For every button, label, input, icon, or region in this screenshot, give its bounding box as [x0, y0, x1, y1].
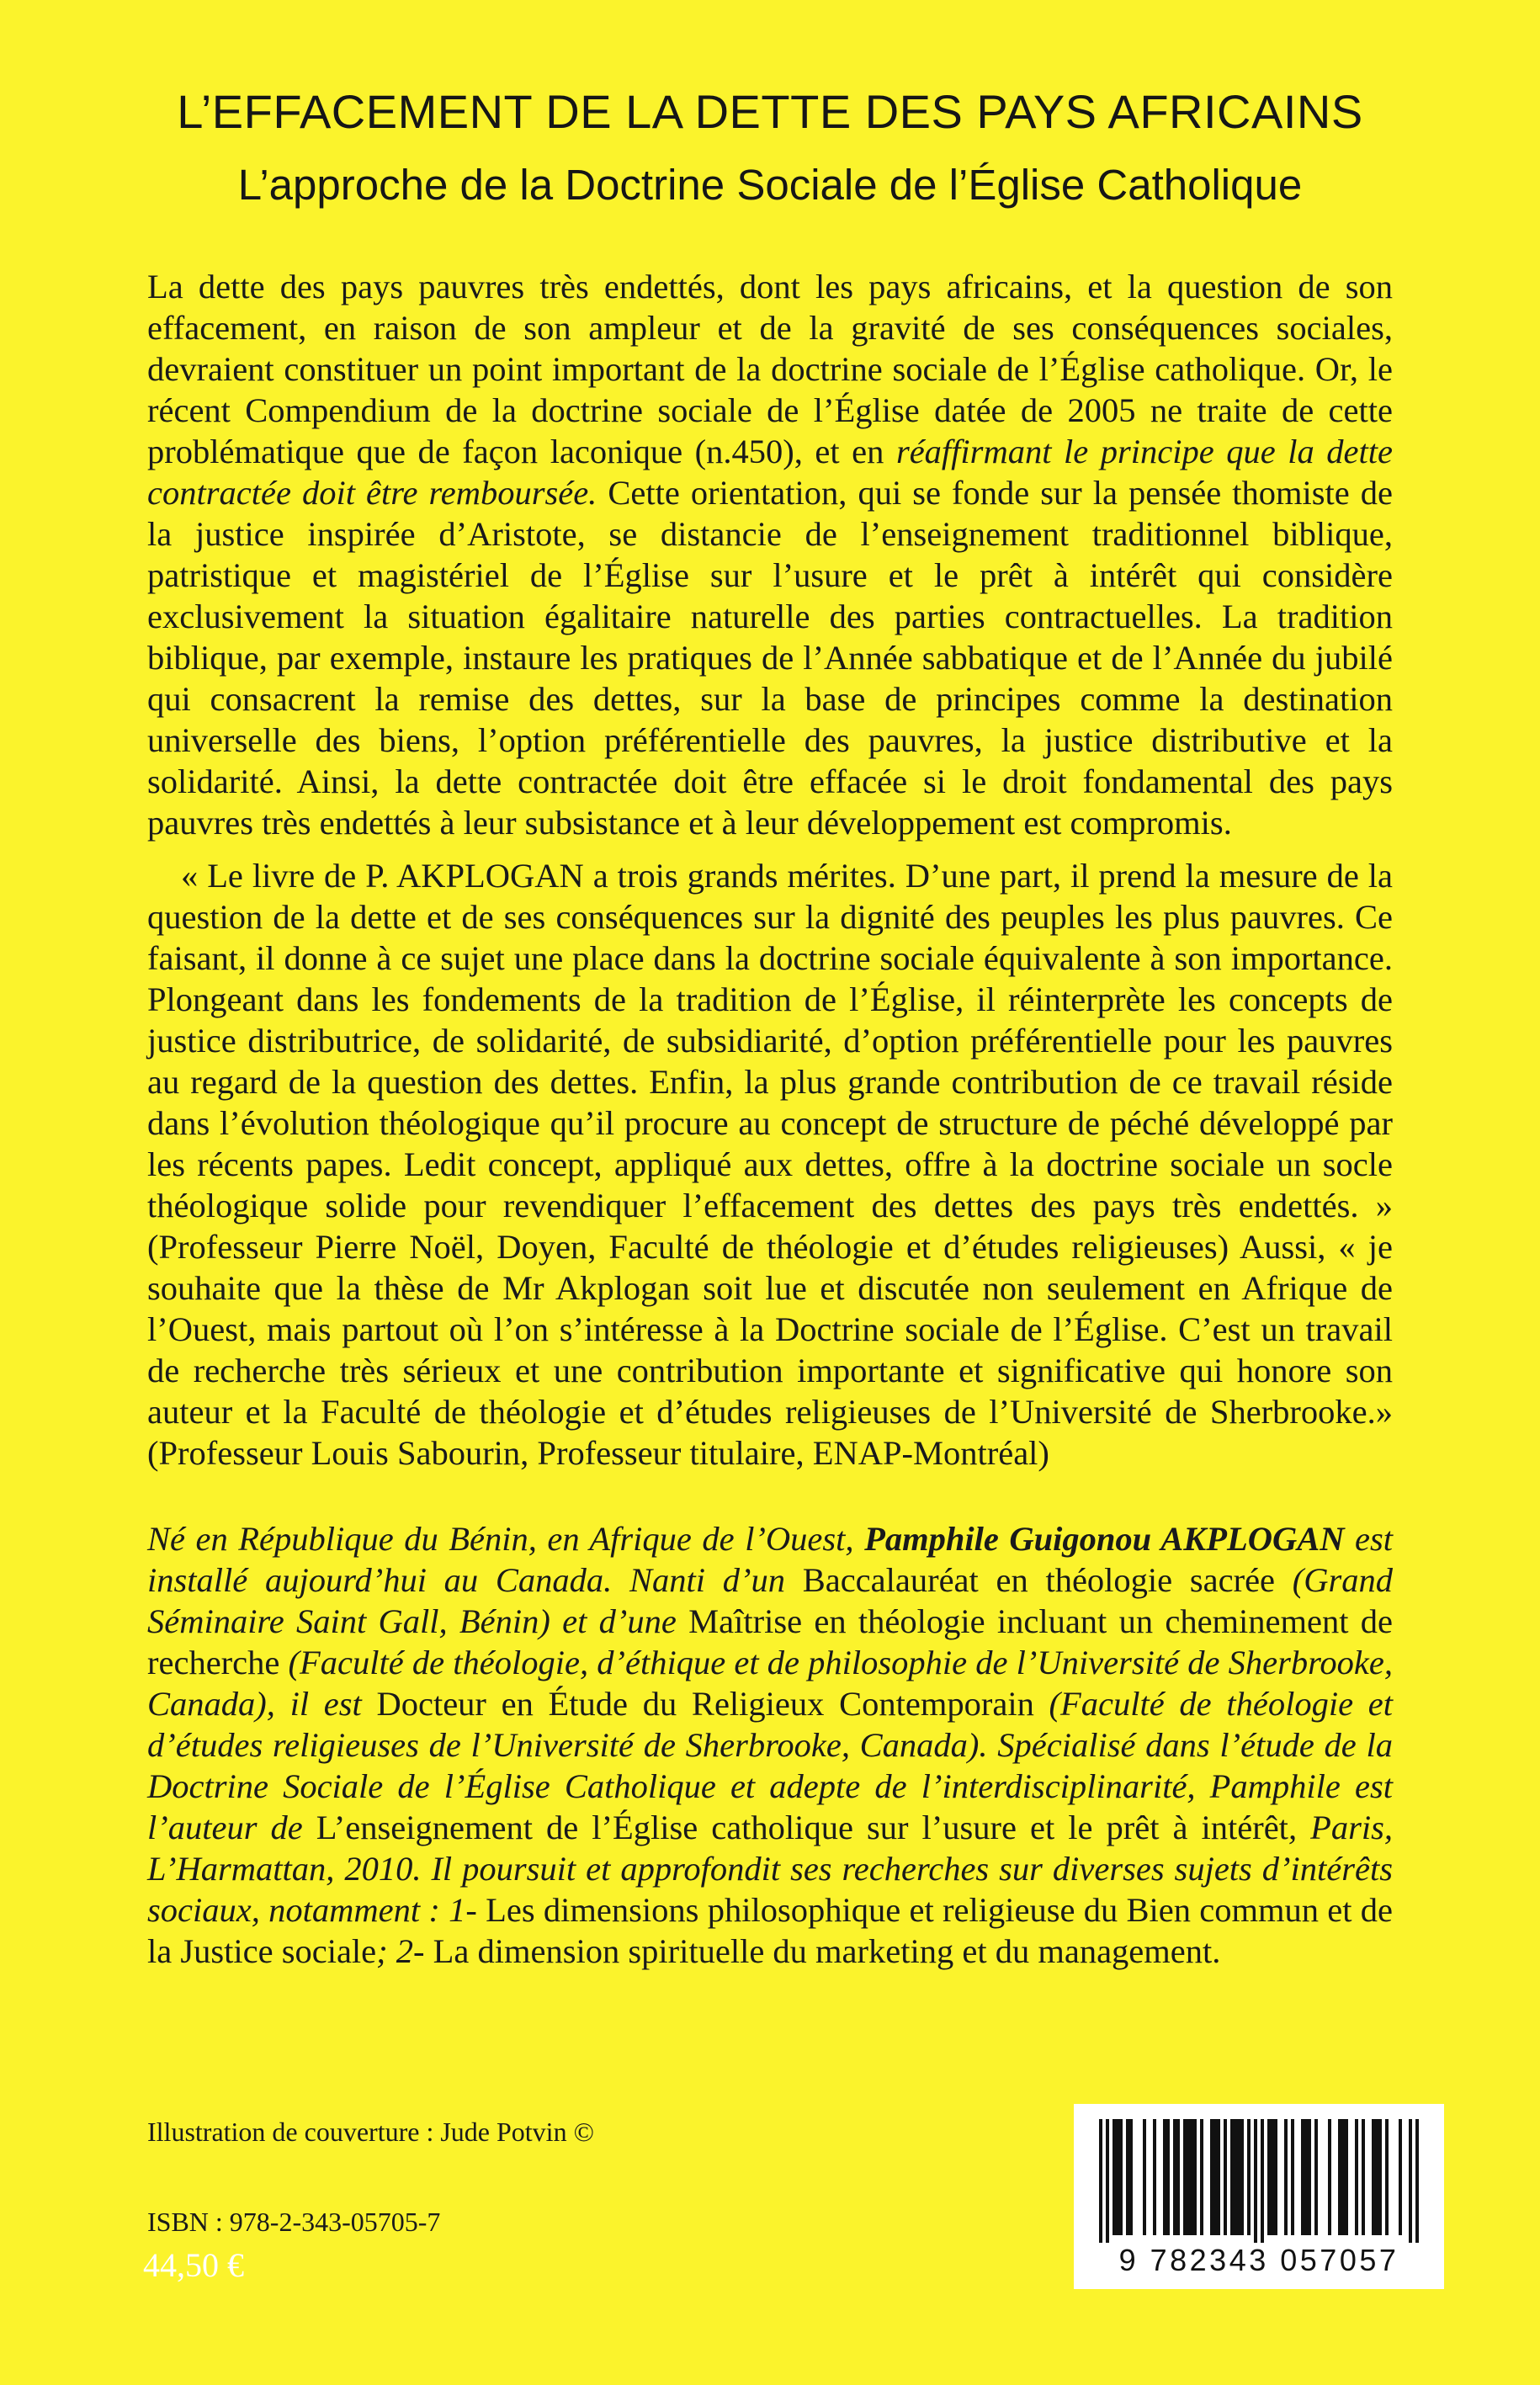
barcode-bar	[1261, 2119, 1264, 2243]
barcode	[1074, 2104, 1444, 2289]
barcode-bar	[1217, 2119, 1220, 2235]
bio-research-topic: Les dimensions philosophique et religieuse du Bien commun et de la Justice sociale	[147, 1891, 1394, 1970]
barcode-bar	[1271, 2119, 1274, 2235]
bio-text: (Faculté de théologie et d’études religieuses de l’Université de Sherbrooke, Canada). Spécialisé dans l’étude de la Doctrine Sociale de l’Église Catholique et adepte de l’interdisciplinarité, Pamphile est l’auteur de	[147, 1685, 1393, 1846]
barcode-bars	[1074, 2104, 1444, 2243]
barcode-bar	[1126, 2119, 1129, 2235]
barcode-bar	[1210, 2119, 1213, 2235]
barcode-bar	[1116, 2119, 1119, 2235]
barcode-bar	[1237, 2119, 1240, 2235]
bio-degree: Docteur en Étude du Religieux Contemporain	[376, 1685, 1049, 1723]
book-subtitle: L’approche de la Doctrine Sociale de l’Église Catholique	[237, 161, 1303, 209]
bio-text: Né en République du Bénin, en Afrique de l’Ouest,	[147, 1520, 865, 1558]
barcode-bar	[1153, 2119, 1156, 2235]
summary-text-continued: Cette orientation, qui se fonde sur la pensée thomiste de la justice inspirée d’Aristote, se distancie de l’enseignement traditionnel biblique, patristique et magistériel de l’Église sur l’usure et le prêt à intérêt qui considère exclusivement la situation égalitaire naturelle des parties contractuelles. La tradition biblique, par exemple, instaure les pratiques de l’Année sabbatique et de l’Année du jubilé qui consacrent la remise des dettes, sur la base de principes comme la destination universelle des biens, l’option préférentielle des pauvres, la justice distributive et la solidarité. Ainsi, la dette contractée doit être effacée si le droit fondamental des pays pauvres très endettés à leur subsistance et à leur développement est compromis.	[147, 474, 1393, 842]
barcode-bar	[1224, 2119, 1227, 2235]
barcode-bar	[1267, 2119, 1271, 2235]
barcode-bar	[1143, 2119, 1146, 2235]
bio-previous-book: L’enseignement de l’Église catholique sur l’usure et le prêt à intérêt	[316, 1809, 1288, 1846]
barcode-bar	[1301, 2119, 1304, 2235]
barcode-bar	[1304, 2119, 1308, 2235]
barcode-bar	[1274, 2119, 1277, 2235]
barcode-bar	[1409, 2119, 1412, 2243]
barcode-bar	[1106, 2119, 1109, 2243]
barcode-bar	[1355, 2119, 1358, 2235]
summary-emphasis: réaffirmant le principe que la dette contractée doit être remboursée.	[147, 433, 1393, 512]
bio-text: (Grand Séminaire Saint Gall, Bénin) et d’une	[147, 1561, 1393, 1640]
barcode-bar	[1399, 2119, 1402, 2235]
barcode-bar	[1113, 2119, 1116, 2235]
barcode-bar	[1341, 2119, 1345, 2235]
bio-degree: Maîtrise en théologie incluant un cheminement de recherche	[147, 1602, 1393, 1681]
review-quotes-paragraph: « Le livre de P. AKPLOGAN a trois grands mérites. D’une part, il prend la mesure de la question de la dette et de ses conséquences sur la dignité des peuples les plus pauvres. Ce faisant, il donne à ce sujet une place dans la doctrine sociale équivalente à son importance. Plongeant dans les fondements de la tradition de l’Église, il réinterprète les concepts de justice distributrice, de solidarité, de subsidiarité, d’option préférentielle pour les pauvres au regard de la question des dettes. Enfin, la plus grande contribution de ce travail réside dans l’évolution théologique qu’il procure au concept de structure de péché développé par les récents papes. Ledit concept, appliqué aux dettes, offre à la doctrine sociale un socle théologique solide pour revendiquer l’effacement des dettes des pays très endettés. » (Professeur Pierre Noël, Doyen, Faculté de théologie et d’études religieuses) Aussi, « je souhaite que la thèse de Mr Akplogan soit lue et discutée non seulement en Afrique de l’Ouest, mais partout où l’on s’intéresse à la Doctrine sociale de l’Église. C’est un travail de recherche très sérieux et une contribution importante et significative qui honore son auteur et la Faculté de théologie et d’études religieuses de l’Université de Sherbrooke.» (Professeur Louis Sabourin, Professeur titulaire, ENAP-Montréal)	[147, 857, 1393, 1472]
barcode-bar	[1129, 2119, 1133, 2235]
barcode-bar	[1385, 2119, 1389, 2235]
barcode-bar	[1213, 2119, 1217, 2235]
barcode-bar	[1338, 2119, 1341, 2235]
bio-degree: Baccalauréat en théologie sacrée	[802, 1561, 1293, 1599]
barcode-bar	[1254, 2119, 1257, 2243]
price: 44,50 €	[143, 2246, 244, 2284]
barcode-bar	[1247, 2119, 1251, 2235]
barcode-bar	[1119, 2119, 1123, 2235]
barcode-bar	[1328, 2119, 1331, 2235]
barcode-bar	[1190, 2119, 1193, 2235]
barcode-bar	[1200, 2119, 1203, 2235]
barcode-bar	[1230, 2119, 1234, 2235]
barcode-bar	[1166, 2119, 1170, 2235]
author-name: Pamphile Guigonou AKPLOGAN	[864, 1520, 1345, 1558]
barcode-bar	[1193, 2119, 1197, 2235]
barcode-bar	[1173, 2119, 1176, 2235]
barcode-bar	[1415, 2119, 1419, 2243]
barcode-bar	[1234, 2119, 1237, 2235]
barcode-bar	[1345, 2119, 1348, 2235]
cover-illustration-credit: Illustration de couverture : Jude Potvin ©	[147, 2117, 594, 2147]
summary-paragraph	[147, 266, 1393, 843]
barcode-bar	[1375, 2119, 1378, 2235]
barcode-bar	[1284, 2119, 1288, 2235]
barcode-bar	[1308, 2119, 1311, 2235]
barcode-bar	[1372, 2119, 1375, 2235]
isbn: ISBN : 978-2-343-05705-7	[147, 2207, 441, 2237]
book-title: L’EFFACEMENT DE LA DETTE DES PAYS AFRICAINS	[177, 85, 1363, 138]
bio-text: ; 2-	[376, 1932, 433, 1970]
bio-text: , Paris, L’Harmattan, 2010. Il poursuit et approfondit ses recherches sur diverses sujets d’intérêts sociaux, notamment : 1-	[147, 1809, 1393, 1929]
bio-text: est installé aujourd’hui au Canada. Nanti d’un	[147, 1520, 1393, 1599]
barcode-bar	[1187, 2119, 1190, 2235]
bio-text: (Faculté de théologie, d’éthique et de philosophie de l’Université de Sherbrooke, Canada), il est	[147, 1644, 1393, 1723]
author-bio	[147, 1518, 1393, 1972]
barcode-bar	[1378, 2119, 1382, 2235]
summary-text: La dette des pays pauvres très endettés, dont les pays africains, et la question de son effacement, en raison de son ampleur et de la gravité de ses conséquences sociales, devraient constituer un point important de la doctrine sociale de l’Église catholique. Or, le récent Compendium de la doctrine sociale de l’Église datée de 2005 ne traite de cette problématique que de façon laconique (n.450), et en	[147, 268, 1393, 470]
barcode-bar	[1099, 2119, 1102, 2243]
barcode-digits: 9 782343 057057	[1118, 2243, 1399, 2277]
barcode-bar	[1362, 2119, 1365, 2235]
barcode-bar	[1163, 2119, 1166, 2235]
barcode-bar	[1240, 2119, 1244, 2235]
bio-research-topic: La dimension spirituelle du marketing et du management.	[433, 1932, 1221, 1970]
barcode-bar	[1314, 2119, 1318, 2235]
barcode-bar	[1291, 2119, 1294, 2235]
barcode-bar	[1176, 2119, 1180, 2235]
barcode-bar	[1183, 2119, 1187, 2235]
